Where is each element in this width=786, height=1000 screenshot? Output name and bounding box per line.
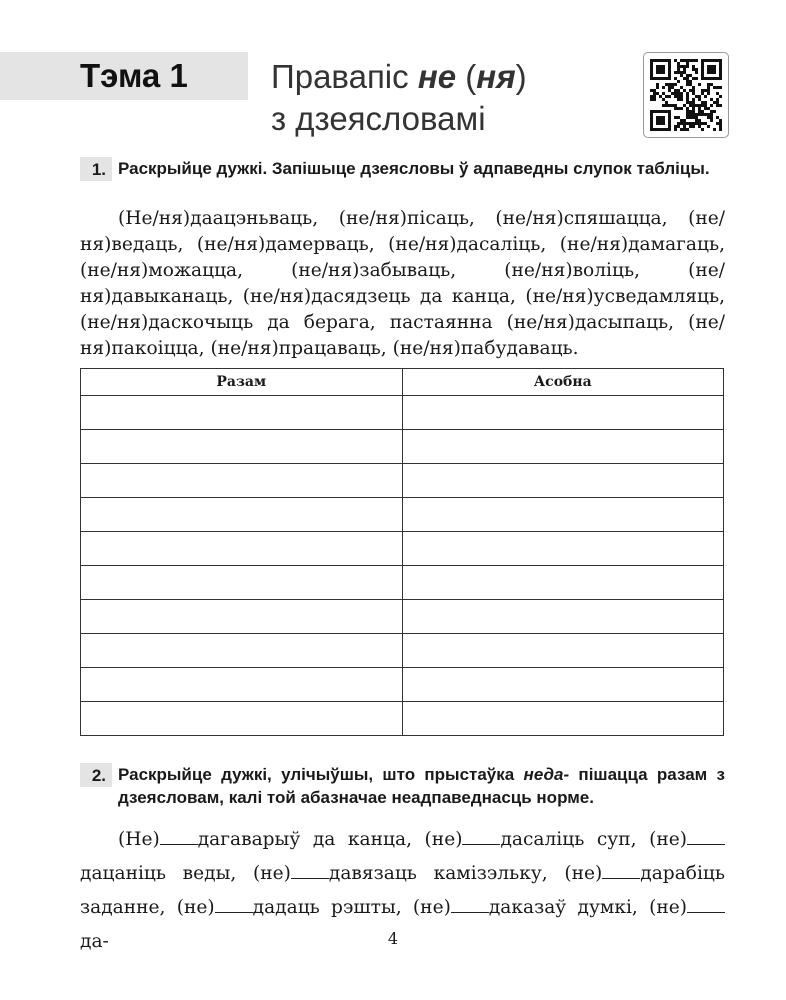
exercise-2-header [80,763,725,809]
answer-cell-asobna[interactable] [402,464,724,498]
blank-prefix: (Не) [118,829,160,850]
blank-prefix: (не) [412,897,451,918]
title-emph-ne: не [417,58,457,95]
page-title [271,56,527,140]
prefix-neda: неда- [523,765,570,784]
table-row [81,702,724,736]
answer-cell-razam[interactable] [81,634,403,668]
exercise-1-number: 1. [80,157,112,181]
fill-in-blank[interactable] [602,863,640,879]
title-line-2: з дзеясловамі [271,100,486,137]
answer-cell-asobna[interactable] [402,600,724,634]
answer-cell-razam[interactable] [81,668,403,702]
answer-cell-razam[interactable] [81,430,403,464]
table-row [81,498,724,532]
exercise-2-instruction: Раскрыйце дужкі, улічыўшы, што прыстаўка неда- пішацца разам з дзеясловам, калі той абазначае неадпаведнасць норме. [118,765,725,807]
table-row [81,532,724,566]
exercise-1-text: (Не/ня)даацэньваць, (не/ня)пісаць, (не/ня)спяшацца, (не/ня)ведаць, (не/ня)дамерваць, (не/ня)дасаліць, (не/ня)дамагаць, (не/ня)можацца, (не/ня)забываць, (не/ня)воліць, (не/ня)давыканаць, (не/ня)дасядзець да канца, (не/ня)усведамляць, (не/ня)даскочыць да берага, пастаянна (не/ня)дасыпаць, (не/ня)пакоіцца, (не/ня)працаваць, (не/ня)пабудаваць. [80,208,725,359]
answer-cell-razam[interactable] [81,532,403,566]
exercise-2-number: 2. [80,763,112,787]
blank-prefix: (не) [252,863,291,884]
fill-in-blank[interactable] [160,829,198,845]
answer-cell-asobna[interactable] [402,634,724,668]
answer-cell-asobna[interactable] [402,498,724,532]
exercise-1-header [80,157,725,181]
blank-word: дагаварыў да канца, [197,829,425,850]
blank-word: дарабіць заданне, [80,863,726,918]
answer-cell-asobna[interactable] [402,702,724,736]
answer-cell-razam[interactable] [81,600,403,634]
answer-cell-asobna[interactable] [402,532,724,566]
blank-word: дацаніць веды, [80,863,253,884]
qr-code-frame[interactable] [643,52,729,138]
table-row [81,464,724,498]
answer-cell-razam[interactable] [81,566,403,600]
table-row [81,600,724,634]
fill-in-blank[interactable] [687,897,725,913]
column-header-razam: Разам [81,369,403,396]
answer-cell-asobna[interactable] [402,566,724,600]
title-line-1: Правапіс не (ня) [271,58,527,95]
blank-word: дасаліць суп, [500,829,650,850]
page-number: 4 [387,929,399,948]
answer-cell-razam[interactable] [81,464,403,498]
fill-in-blank[interactable] [687,829,725,845]
blank-prefix: (не) [424,829,463,850]
column-header-asobna: Асобна [402,369,724,396]
blank-prefix: (не) [649,829,687,850]
answer-cell-asobna[interactable] [402,396,724,430]
topic-box [0,52,248,100]
blank-word: да- [80,931,109,952]
blank-prefix: (не) [176,897,215,918]
table-row [81,566,724,600]
blank-word: давязаць камізэльку, [328,863,565,884]
answer-cell-asobna[interactable] [402,430,724,464]
blank-word: даказаў думкі, [488,897,650,918]
answer-cell-razam[interactable] [81,396,403,430]
fill-in-blank[interactable] [215,897,253,913]
blank-prefix: (не) [649,897,687,918]
blank-word: дадаць рэшты, [252,897,413,918]
topic-label: Тэма 1 [80,57,188,94]
title-emph-nya: ня [476,58,516,95]
answer-cell-asobna[interactable] [402,668,724,702]
table-row [81,430,724,464]
exercise-1-instruction: Раскрыйце дужкі. Запішыце дзеясловы ў адпаведны слупок табліцы. [118,159,710,178]
fill-in-blank[interactable] [291,863,329,879]
answer-table [80,368,724,736]
answer-cell-razam[interactable] [81,498,403,532]
table-row [81,634,724,668]
answer-cell-razam[interactable] [81,702,403,736]
fill-in-blank[interactable] [462,829,500,845]
qr-code-icon [650,59,722,131]
table-row [81,668,724,702]
blank-prefix: (не) [564,863,603,884]
fill-in-blank[interactable] [451,897,489,913]
table-row [81,396,724,430]
